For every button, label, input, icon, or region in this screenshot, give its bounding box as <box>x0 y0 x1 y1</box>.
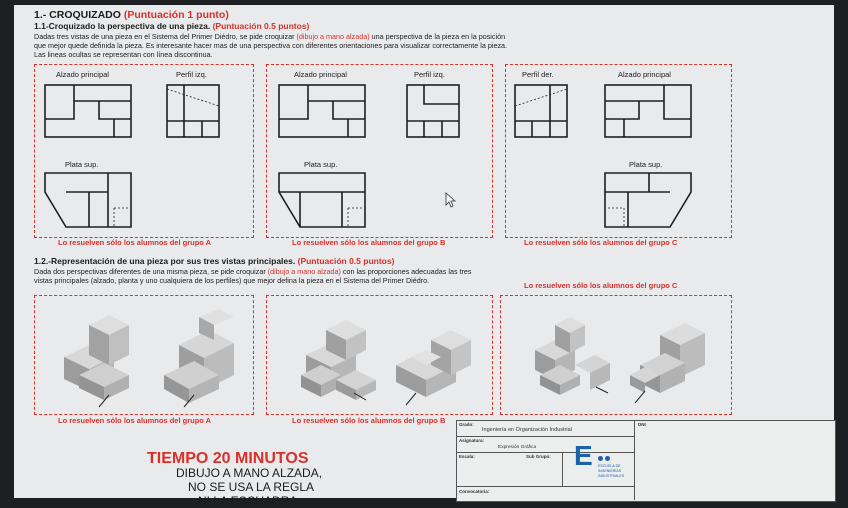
planta-view-a <box>44 172 134 230</box>
part2-text1-red: (dibujo a mano alzada) <box>267 267 341 276</box>
part1-title <box>34 21 309 31</box>
instruction-line3: NI LA ESCUADRA <box>198 494 298 508</box>
part1-text1b: una perspectiva de la pieza en la posición <box>371 32 506 41</box>
caption-group-c-top: Lo resuelven sólo los alumnos del grupo C <box>524 238 678 247</box>
logo-dot-2 <box>605 456 610 461</box>
tb-rule-1 <box>456 436 634 437</box>
section-title <box>34 9 229 21</box>
logo-letter: E <box>574 440 593 471</box>
exam-sheet <box>14 0 834 508</box>
part1-text1a: Dadas tres vistas de una pieza en el Sistema del Primer Diédro, se pide croquizar <box>34 32 295 41</box>
tb-rule-3 <box>456 486 634 487</box>
label-planta-c: Plata sup. <box>629 160 663 169</box>
perfil-izq-view-a <box>166 84 222 139</box>
part1-text-line2: que mejor quede definida la pieza. Es interesante hacer mas de una perspectiva con diferentes orientaciones para visualizar correctamente la pieza. <box>34 41 508 50</box>
school-logo <box>572 440 632 484</box>
logo-line3: INDUSTRIALES <box>598 474 625 478</box>
part2-text1a: Dada dos perspectivas diferentes de una misma pieza, se pide croquizar <box>34 267 266 276</box>
part2-score: (Puntuación 0.5 puntos) <box>297 256 395 266</box>
perspective-a1 <box>64 315 129 407</box>
alzado-view-c <box>604 84 694 139</box>
part1-text-line1 <box>34 32 505 41</box>
perspective-b1 <box>301 320 376 400</box>
group-b-perspectives <box>266 295 491 413</box>
logo-line1: ESCUELA DE <box>598 464 621 468</box>
part2-title <box>34 256 394 266</box>
label-perfil-der-c: Perfil der. <box>522 70 554 79</box>
section-title-text: 1.- CROQUIZADO <box>34 9 121 21</box>
part1-score: (Puntuación 0.5 puntos) <box>212 21 310 31</box>
perfil-izq-view-b <box>406 84 462 139</box>
grado-label: Grado: <box>459 422 474 427</box>
section-score: (Puntuación 1 punto) <box>123 9 229 21</box>
grado-value: Ingeniería en Organización Industrial <box>482 427 572 433</box>
subgrupo-label: Sub Grupo: <box>526 454 551 459</box>
part2-text1b: con las proporciones adecuadas las tres <box>342 267 472 276</box>
caption-group-b-top: Lo resuelven sólo los alumnos del grupo B <box>292 238 446 247</box>
label-perfil-izq-a: Perfil izq. <box>176 70 207 79</box>
caption-group-b-bottom: Lo resuelven sólo los alumnos del grupo B <box>292 416 446 425</box>
perspective-c2 <box>630 323 705 403</box>
caption-group-a-bottom: Lo resuelven sólo los alumnos del grupo A <box>58 416 212 425</box>
perfil-der-view-c <box>514 84 570 139</box>
label-perfil-izq-b: Perfil izq. <box>414 70 445 79</box>
perspective-c1 <box>535 317 610 395</box>
perspective-a2 <box>164 309 234 407</box>
label-planta-b: Plata sup. <box>304 160 338 169</box>
group-c-perspectives <box>500 295 730 413</box>
top-edge <box>14 0 834 5</box>
escala-label: Escala: <box>459 454 475 459</box>
caption-group-a-top: Lo resuelven sólo los alumnos del grupo A <box>58 238 212 247</box>
alzado-view-a <box>44 84 134 139</box>
logo-line2: INGENIERÍAS <box>598 469 622 473</box>
part2-text-line2: vistas principales (alzado, planta y uno cualquiera de los perfiles) que mejor defina la pieza en el Sistema del Primer Diédro. <box>34 276 430 285</box>
asignatura-label: Asignatura: <box>459 438 485 443</box>
label-alzado-b: Alzado principal <box>294 70 347 79</box>
label-alzado-c: Alzado principal <box>618 70 671 79</box>
perspective-b2 <box>396 330 471 405</box>
instruction-line2: NO SE USA LA REGLA <box>188 480 315 494</box>
label-alzado-a: Alzado principal <box>56 70 109 79</box>
part2-title-text: 1.2.-Representación de una pieza por sus tres vistas principales. <box>34 256 296 266</box>
label-planta-a: Plata sup. <box>65 160 99 169</box>
alzado-view-b <box>278 84 368 139</box>
group-a-perspectives <box>34 295 252 413</box>
mouse-pointer-icon <box>445 192 457 208</box>
time-limit: TIEMPO 20 MINUTOS <box>147 450 309 467</box>
planta-view-c <box>604 172 694 230</box>
tb-rule-v <box>634 420 635 500</box>
tb-rule-v2 <box>562 452 563 486</box>
part1-text1-red: (dibujo a mano alzada) <box>296 32 370 41</box>
dni-label: DNI <box>638 422 646 427</box>
instruction-line1: DIBUJO A MANO ALZADA, <box>176 466 323 480</box>
asignatura-value: Expresión Gráfica <box>498 445 537 450</box>
convocatoria-label: Convocatoria: <box>459 489 490 494</box>
part1-text-line3: Las lineas ocultas se representan con línea discontinua. <box>34 50 213 59</box>
logo-dot-1 <box>598 456 603 461</box>
planta-view-b <box>278 172 368 230</box>
part1-title-text: 1.1-Croquizado la perspectiva de una pieza. <box>34 21 211 31</box>
caption-group-c-part2-heading: Lo resuelven sólo los alumnos del grupo C <box>524 281 678 290</box>
part2-text-line1 <box>34 267 472 276</box>
